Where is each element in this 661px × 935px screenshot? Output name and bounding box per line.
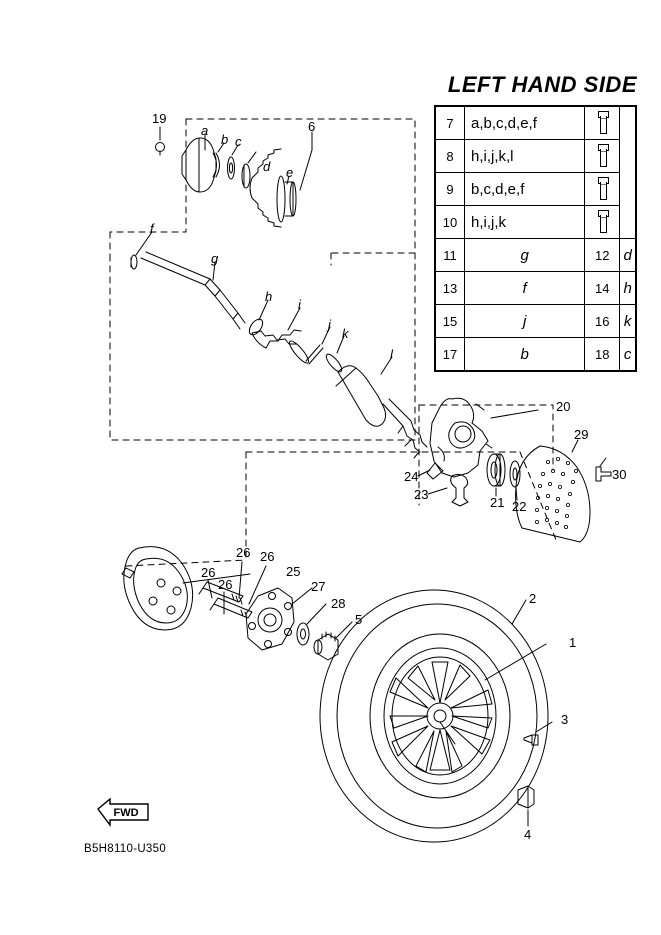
part-22-oil-seal	[510, 461, 520, 487]
part-d-boot-band	[242, 164, 250, 188]
part-g-shaft	[141, 252, 245, 329]
part-3-valve	[524, 735, 538, 745]
callout-2: 2	[529, 591, 537, 606]
legend-number: 8	[435, 140, 465, 173]
callout-21: 21	[490, 495, 505, 510]
legend-number: 12	[585, 239, 620, 272]
legend-number: 7	[435, 106, 465, 140]
legend-number: 17	[435, 338, 465, 372]
leader-30	[600, 458, 606, 466]
legend-number: 14	[585, 272, 620, 305]
sublabel-j: j	[328, 317, 331, 332]
leader-27	[292, 588, 312, 604]
legend-number: 15	[435, 305, 465, 338]
callout-26-c: 26	[201, 565, 216, 580]
callout-25: 25	[286, 564, 301, 579]
fwd-label: FWD	[113, 807, 139, 819]
legend-number: 11	[435, 239, 465, 272]
sublabel-h: h	[265, 289, 273, 304]
leader-5	[336, 622, 352, 638]
part-21-bearing	[487, 454, 505, 486]
part-1-wheel-rim	[384, 648, 496, 784]
legend-number: 9	[435, 173, 465, 206]
sublabel-e: e	[286, 165, 294, 180]
page-title: LEFT HAND SIDE	[447, 72, 637, 97]
legend-value: h,i,j,k,l	[465, 140, 585, 173]
leader-26a	[239, 562, 242, 598]
part-i-boot	[252, 330, 311, 365]
callout-27: 27	[311, 579, 326, 594]
legend-number: 18	[585, 338, 620, 372]
part-h-boot-band	[247, 317, 266, 337]
leader-6	[300, 132, 312, 190]
part-c-washer	[228, 157, 235, 179]
part-f-circlip	[131, 255, 137, 269]
part-25-brake-disc	[122, 547, 193, 630]
sublabel-l: l	[390, 347, 393, 362]
legend-value: g	[465, 239, 585, 272]
part-a-outer-joint	[182, 138, 216, 192]
legend-value: b,c,d,e,f	[465, 173, 585, 206]
legend-value: a,b,c,d,e,f	[465, 106, 585, 140]
callout-22: 22	[512, 499, 527, 514]
sublabel-k: k	[342, 326, 349, 341]
part-19-circlip	[156, 143, 165, 156]
part-4-balance-weight	[518, 786, 534, 808]
callout-4: 4	[524, 827, 532, 842]
callout-28: 28	[331, 596, 346, 611]
leader-d	[248, 152, 256, 163]
legend-value: j	[465, 305, 585, 338]
legend-value: h	[620, 272, 636, 305]
callout-30: 30	[612, 467, 627, 482]
legend-value: h,i,j,k	[465, 206, 585, 239]
callout-26-d: 26	[218, 577, 233, 592]
callout-23: 23	[414, 487, 429, 502]
callout-26-b: 26	[260, 549, 275, 564]
sublabel-b: b	[221, 132, 229, 147]
sublabel-i: i	[298, 297, 301, 312]
leader-20	[491, 410, 538, 418]
sublabel-a: a	[201, 123, 209, 138]
part-5-castle-nut	[314, 632, 338, 660]
callout-6: 6	[308, 119, 316, 134]
callout-1: 1	[569, 635, 577, 650]
callout-20: 20	[556, 399, 571, 414]
legend-value: b	[465, 338, 585, 372]
sublabel-c: c	[235, 134, 242, 149]
leader-28	[307, 604, 326, 624]
part-20-knuckle	[430, 398, 492, 477]
legend-number: 16	[585, 305, 620, 338]
part-30-bolt	[596, 467, 611, 481]
part-28-washer	[297, 623, 309, 645]
callout-29: 29	[574, 427, 589, 442]
leader-24	[418, 470, 430, 476]
sublabel-d: d	[263, 159, 271, 174]
leader-26b	[249, 566, 266, 604]
part-27-hub	[246, 588, 294, 650]
legend-value: d	[620, 239, 636, 272]
callout-19: 19	[152, 111, 167, 126]
legend-number: 10	[435, 206, 465, 239]
part-b-circlip	[213, 153, 220, 177]
part-e-boot	[250, 149, 296, 227]
sublabel-f: f	[150, 221, 154, 236]
drawing-code: B5H8110-U350	[84, 843, 167, 855]
legend-value: k	[620, 305, 636, 338]
legend-number: 13	[435, 272, 465, 305]
legend-value: c	[620, 338, 636, 372]
leader-23	[428, 488, 447, 494]
part-l-inner-joint	[336, 366, 427, 458]
callout-24: 24	[404, 469, 419, 484]
part-k-washer	[324, 352, 344, 374]
callout-3: 3	[561, 712, 569, 727]
callout-5: 5	[355, 612, 363, 627]
sublabel-g: g	[211, 251, 219, 266]
part-23-ball-joint	[451, 474, 468, 506]
leader-2	[512, 600, 526, 624]
leader-3	[536, 722, 552, 732]
fwd-direction-indicator	[96, 795, 150, 827]
callout-26-a: 26	[236, 545, 251, 560]
legend-value: f	[465, 272, 585, 305]
